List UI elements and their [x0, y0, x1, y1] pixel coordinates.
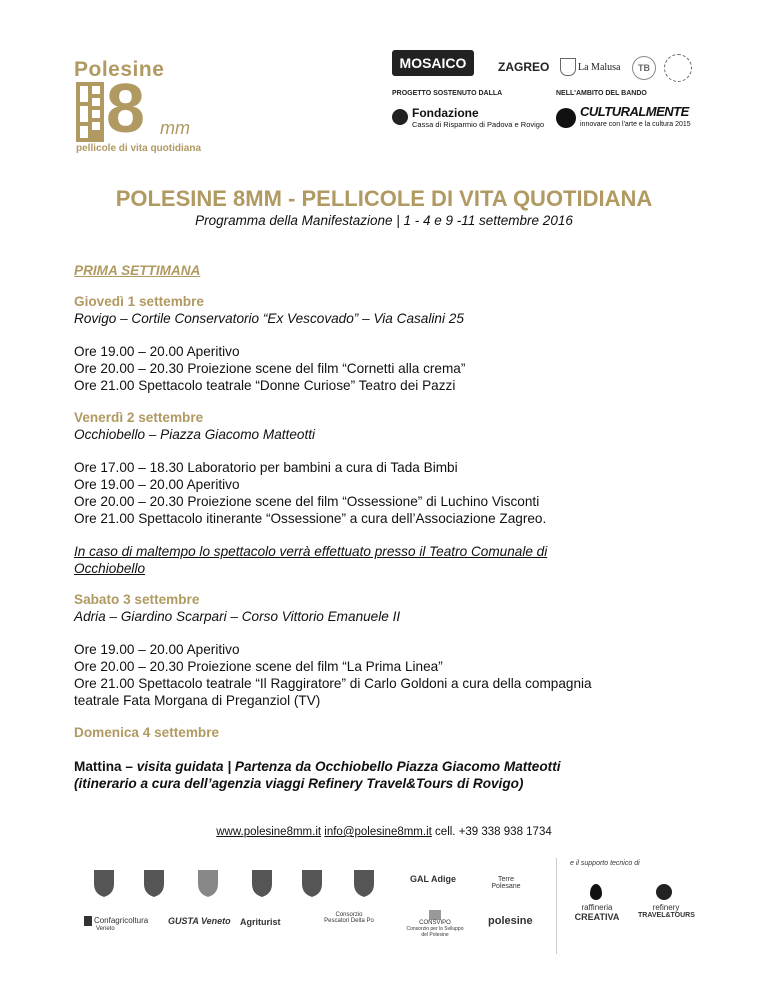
terre-logo	[486, 876, 526, 890]
galadige-logo	[410, 874, 456, 884]
consvipo-logo	[404, 910, 466, 938]
confagricoltura-logo	[84, 916, 148, 932]
day-3-schedule	[74, 641, 592, 709]
refinery-text: refinery	[652, 903, 680, 912]
schedule-line: Ore 21.00 Spettacolo teatrale “Il Raggiratore” di Carlo Goldoni a cura della compagnia	[74, 676, 592, 691]
page-subtitle: Programma della Manifestazione | 1 - 4 e 9 -11 settembre 2016	[195, 213, 573, 228]
raffineria-text: raffineria	[581, 903, 613, 912]
page-title: POLESINE 8MM - PELLICOLE DI VITA QUOTIDIANA	[115, 186, 653, 211]
schedule-line: Ore 21.00 Spettacolo itinerante “Ossessione” a cura dell’Associazione Zagreo.	[74, 511, 547, 526]
day-1-title: Giovedì 1 settembre	[74, 294, 204, 309]
municipal-crests	[92, 868, 382, 898]
schedule-line: Ore 20.00 – 20.30 Proiezione scene del film “Cornetti alla crema”	[74, 361, 466, 376]
raffineria-drop-icon	[590, 884, 602, 900]
schedule-line: Ore 20.00 – 20.30 Proiezione scene del film “Ossessione” di Luchino Visconti	[74, 494, 540, 509]
logo-title: Polesine	[74, 58, 165, 81]
confagricoltura-sub: Veneto	[96, 926, 115, 933]
day-4-activity: visita guidata | Partenza da Occhiobello Piazza Giacomo Matteotti	[136, 759, 561, 774]
gusta-logo-text: GUSTA Veneto	[168, 916, 231, 926]
consvipo-text: CONSVIPO	[419, 920, 451, 926]
day-2-place: Occhiobello – Piazza Giacomo Matteotti	[74, 427, 316, 442]
fondazione-name: Fondazione	[412, 106, 479, 120]
schedule-line: (itinerario a cura dell’agenzia viaggi Refinery Travel&Tours di Rovigo)	[74, 776, 524, 791]
lamalusa-logo	[578, 62, 621, 73]
schedule-line: teatrale Fata Morgana di Preganziol (TV)	[74, 693, 321, 708]
zagreo-logo	[498, 60, 549, 74]
galadige-logo-text: GAL Adige	[410, 874, 457, 884]
weather-note-line: In caso di maltempo lo spettacolo verrà effettuato presso il Teatro Comunale di	[74, 544, 548, 559]
creativa-text: CREATIVA	[574, 912, 620, 922]
raffineria-logo	[570, 903, 624, 922]
day-1-schedule	[74, 343, 465, 394]
culturalmente-icon	[556, 108, 576, 128]
consvipo-icon	[429, 910, 441, 920]
supported-label: PROGETTO SOSTENUTO DALLA	[392, 90, 503, 97]
consorzio-logo	[324, 912, 374, 924]
confagricoltura-icon	[84, 916, 92, 926]
logo-subtitle: pellicole di vita quotidiana	[76, 143, 202, 154]
schedule-line: Ore 19.00 – 20.00 Aperitivo	[74, 344, 240, 359]
bando-label: NELL'AMBITO DEL BANDO	[556, 90, 647, 97]
day-3-title: Sabato 3 settembre	[74, 592, 200, 607]
schedule-line: Ore 19.00 – 20.00 Aperitivo	[74, 642, 240, 657]
mosaico-logo-text: MOSAICO	[399, 55, 467, 71]
website-link[interactable]: www.polesine8mm.it	[216, 826, 322, 838]
polesine-small-text: polesine	[488, 915, 533, 927]
day-1-place: Rovigo – Cortile Conservatorio “Ex Vescovado” – Via Casalini 25	[74, 311, 464, 326]
travel-text: TRAVEL&TOURS	[638, 912, 695, 919]
culturalmente-logo: CULTURALMENTE	[580, 104, 689, 119]
day-4-schedule	[74, 758, 561, 792]
crest-icons	[92, 868, 382, 898]
email-link[interactable]: info@polesine8mm.it	[324, 826, 432, 838]
mosaico-logo	[392, 50, 474, 76]
refinery-logo	[638, 903, 694, 919]
weather-note	[74, 543, 547, 577]
schedule-line	[74, 758, 561, 775]
agriturist-logo	[240, 917, 281, 927]
logo-number: 8	[106, 69, 145, 147]
film-strip-logo	[76, 80, 216, 144]
schedule-line: Ore 20.00 – 20.30 Proiezione scene del film “La Prima Linea”	[74, 659, 443, 674]
terre-logo-text: Terre Polesane	[491, 876, 521, 890]
footer-divider	[556, 858, 557, 954]
schedule-line: Ore 19.00 – 20.00 Aperitivo	[74, 477, 240, 492]
tech-support-label: e il supporto tecnico di	[570, 860, 640, 867]
consvipo-sub: Consorzio per lo Sviluppo del Polesine	[406, 926, 464, 938]
film-strip-icon	[76, 80, 216, 144]
gusta-logo	[168, 916, 231, 926]
schedule-line: Ore 21.00 Spettacolo teatrale “Donne Curiose” Teatro dei Pazzi	[74, 378, 456, 393]
day-4-time: Mattina –	[74, 759, 137, 774]
confagricoltura-text: Confagricoltura	[93, 916, 149, 925]
phone-number: cell. +39 338 938 1734	[435, 826, 552, 838]
week-label: PRIMA SETTIMANA	[74, 263, 201, 278]
culturalmente-sub: innovare con l'arte e la cultura 2015	[580, 121, 691, 128]
day-4-title: Domenica 4 settembre	[74, 725, 220, 740]
day-2-title: Venerdì 2 settembre	[74, 410, 204, 425]
schedule-line: Ore 17.00 – 18.30 Laboratorio per bambini a cura di Tada Bimbi	[74, 460, 458, 475]
fondazione-sub: Cassa di Risparmio di Padova e Rovigo	[412, 120, 545, 129]
logo-unit: mm	[160, 118, 190, 138]
day-3-place: Adria – Giardino Scarpari – Corso Vittorio Emanuele II	[74, 609, 401, 624]
tb-logo	[632, 56, 656, 80]
lamalusa-crest-icon	[560, 58, 576, 76]
consorzio-logo-text: Consorzio Pescatori Delta Po	[324, 912, 374, 924]
weather-note-line: Occhiobello	[74, 561, 146, 576]
zagreo-logo-text: ZAGREO	[498, 60, 550, 74]
day-2-schedule	[74, 459, 546, 527]
lamalusa-logo-text: La Malusa	[578, 62, 621, 73]
refinery-globe-icon	[656, 884, 672, 900]
round-stamp-icon	[664, 54, 692, 82]
contacts	[0, 826, 768, 838]
agriturist-logo-text: Agriturist	[240, 917, 281, 927]
fondazione-icon	[392, 109, 408, 125]
polesine-small-logo	[488, 915, 533, 927]
tb-logo-text: TB	[638, 63, 650, 73]
